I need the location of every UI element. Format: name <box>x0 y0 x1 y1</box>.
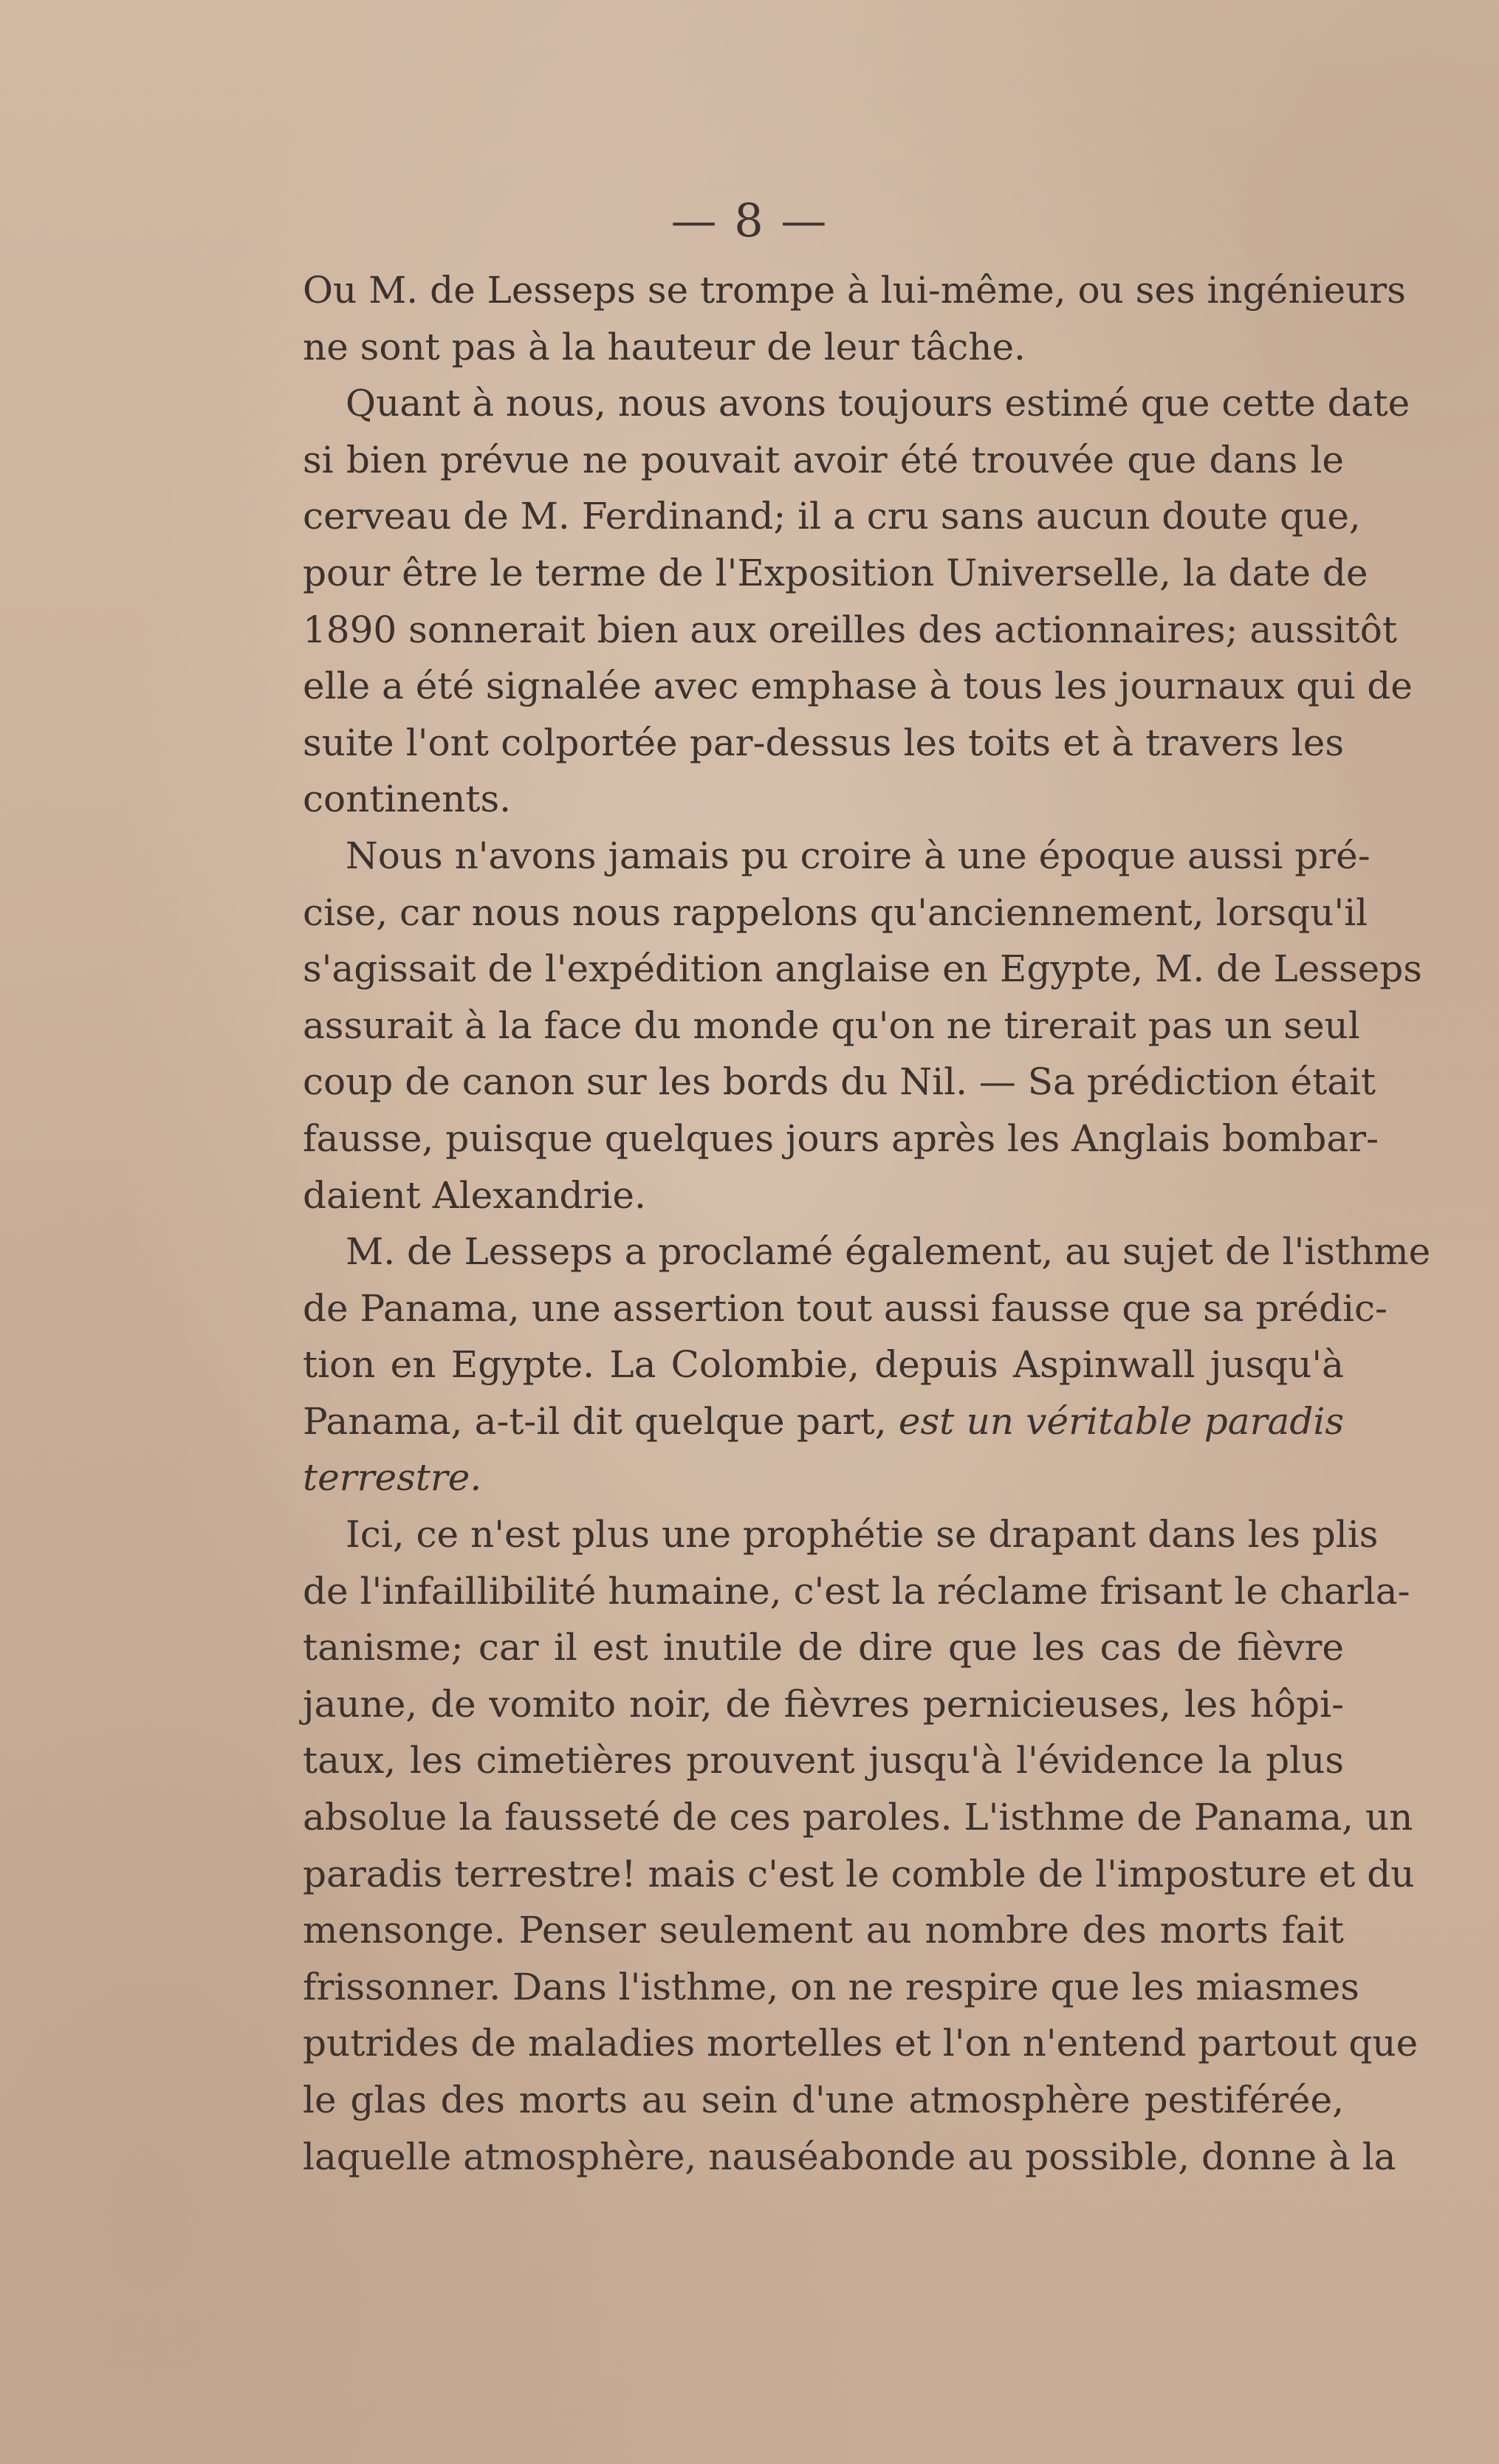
body-text <box>303 262 1431 2185</box>
italic-quote: est un véritable paradis <box>898 1399 1344 1443</box>
text-line: Ici, ce n'est plus une prophétie se drapant dans les plis <box>346 1513 1379 1557</box>
text-line: Quant à nous, nous avons toujours estimé que cette date <box>346 382 1410 425</box>
text-line: Ou M. de Lesseps se trompe à lui-même, ou ses ingénieurs <box>303 269 1406 312</box>
text-line: pour être le terme de l'Exposition Universelle, la date de <box>303 551 1368 594</box>
text-line: cise, car nous nous rappelons qu'anciennement, lorsqu'il <box>303 890 1368 934</box>
text-line: le glas des morts au sein d'une atmosphère pestiférée, <box>303 2079 1344 2121</box>
text-line: taux, les cimetières prouvent jusqu'à l'évidence la plus <box>303 1739 1344 1782</box>
text-line: continents. <box>303 778 512 821</box>
text-line: jaune, de vomito noir, de fièvres pernicieuses, les hôpi- <box>303 1682 1344 1726</box>
text-line: suite l'ont colportée par-dessus les toits et à travers les <box>303 721 1344 764</box>
text-line: 1890 sonnerait bien aux oreilles des actionnaires; aussitôt <box>303 608 1397 651</box>
text-line: laquelle atmosphère, nauséabonde au possible, donne à la <box>303 2135 1396 2178</box>
text-segment: Panama, a-t-il dit quelque part, <box>303 1399 887 1443</box>
text-line: ne sont pas à la hauteur de leur tâche. <box>303 325 1026 368</box>
text-line: daient Alexandrie. <box>303 1173 646 1217</box>
text-line: elle a été signalée avec emphase à tous les journaux qui de <box>303 665 1413 708</box>
text-line: de l'infaillibilité humaine, c'est la réclame frisant le charla- <box>303 1569 1410 1613</box>
text-line: de Panama, une assertion tout aussi fausse que sa prédic- <box>303 1286 1387 1330</box>
text-line: M. de Lesseps a proclamé également, au sujet de l'isthme <box>346 1230 1431 1274</box>
text-line: tanisme; car il est inutile de dire que les cas de fièvre <box>303 1626 1344 1669</box>
text-line: Nous n'avons jamais pu croire à une époque aussi pré- <box>346 834 1371 877</box>
text-line: paradis terrestre! mais c'est le comble de l'imposture et du <box>303 1852 1415 1895</box>
text-line: absolue la fausseté de ces paroles. L'isthme de Panama, un <box>303 1796 1413 1839</box>
text-line: tion en Egypte. La Colombie, depuis Aspinwall jusqu'à <box>303 1343 1344 1387</box>
text-line: frissonner. Dans l'isthme, on ne respire que les miasmes <box>303 1965 1359 2008</box>
text-line: cerveau de M. Ferdinand; il a cru sans aucun doute que, <box>303 495 1361 538</box>
text-line: putrides de maladies mortelles et l'on n'entend partout que <box>303 2022 1419 2065</box>
page-number: — 8 — <box>670 193 829 247</box>
text-line: s'agissait de l'expédition anglaise en Egypte, M. de Lesseps <box>303 947 1422 991</box>
italic-quote-end: terrestre. <box>303 1456 482 1500</box>
text-line: fausse, puisque quelques jours après les Anglais bombar- <box>303 1116 1379 1160</box>
text-line: assurait à la face du monde qu'on ne tirerait pas un seul <box>303 1003 1360 1047</box>
text-line: coup de canon sur les bords du Nil. — Sa prédiction était <box>303 1060 1376 1104</box>
text-line-mixed <box>303 1393 1344 1450</box>
text-line: mensonge. Penser seulement au nombre des morts fait <box>303 1909 1344 1952</box>
text-line: si bien prévue ne pouvait avoir été trouvée que dans le <box>303 438 1344 481</box>
